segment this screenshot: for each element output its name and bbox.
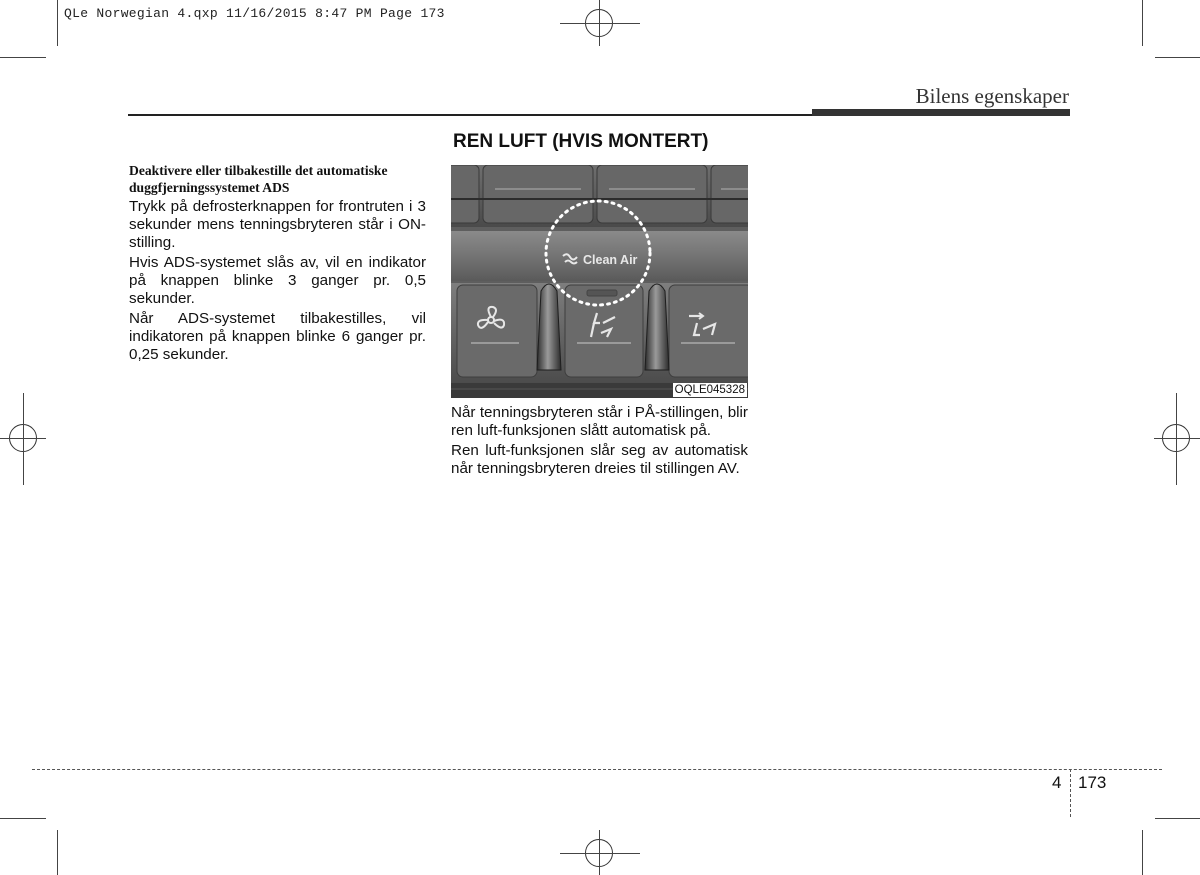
clean-air-paragraph: Når tenningsbryteren står i PÅ-stillingen, blir ren luft-funksjonen slått automatisk på.	[451, 404, 748, 439]
header-rule	[128, 114, 812, 116]
print-slug: QLe Norwegian 4.qxp 11/16/2015 8:47 PM Page 173	[64, 6, 445, 21]
footer-rule	[32, 769, 1162, 770]
fan-icon	[474, 304, 508, 341]
figure-code: OQLE045328	[674, 384, 745, 396]
section-title: REN LUFT (HVIS MONTERT)	[453, 131, 709, 152]
header-rule-thick	[812, 109, 1070, 116]
clean-air-paragraph: Ren luft-funksjonen slår seg av automatisk når tenningsbryteren dreies til stillingen AV.	[451, 442, 748, 477]
clean-air-icon	[562, 253, 580, 272]
ads-heading: Deaktivere eller tilbakestille det automatiske duggfjerningssystemet ADS	[129, 163, 388, 195]
chapter-number: 4	[1052, 773, 1062, 792]
ads-paragraph: Hvis ADS-systemet slås av, vil en indikator på knappen blinke 3 ganger pr. 0,5 sekunder.	[129, 254, 426, 307]
chapter-title: Bilens egenskaper	[915, 84, 1069, 108]
clean-air-figure	[451, 165, 748, 398]
clean-air-indicator-label: Clean Air	[583, 253, 638, 267]
right-column-text	[451, 404, 748, 480]
highlight-ring	[451, 165, 748, 398]
mode-face-feet-icon	[587, 311, 621, 344]
left-column	[129, 162, 426, 366]
ads-paragraph: Trykk på defrosterknappen for frontruten i 3 sekunder mens tenningsbryteren står i ON-stilling.	[129, 198, 426, 251]
page-number: 173	[1078, 773, 1107, 792]
footer-divider	[1070, 769, 1071, 817]
ads-paragraph: Når ADS-systemet tilbakestilles, vil indikatoren på knappen blinke 6 ganger pr. 0,25 sekunder.	[129, 310, 426, 363]
mode-face-icon	[685, 311, 721, 344]
